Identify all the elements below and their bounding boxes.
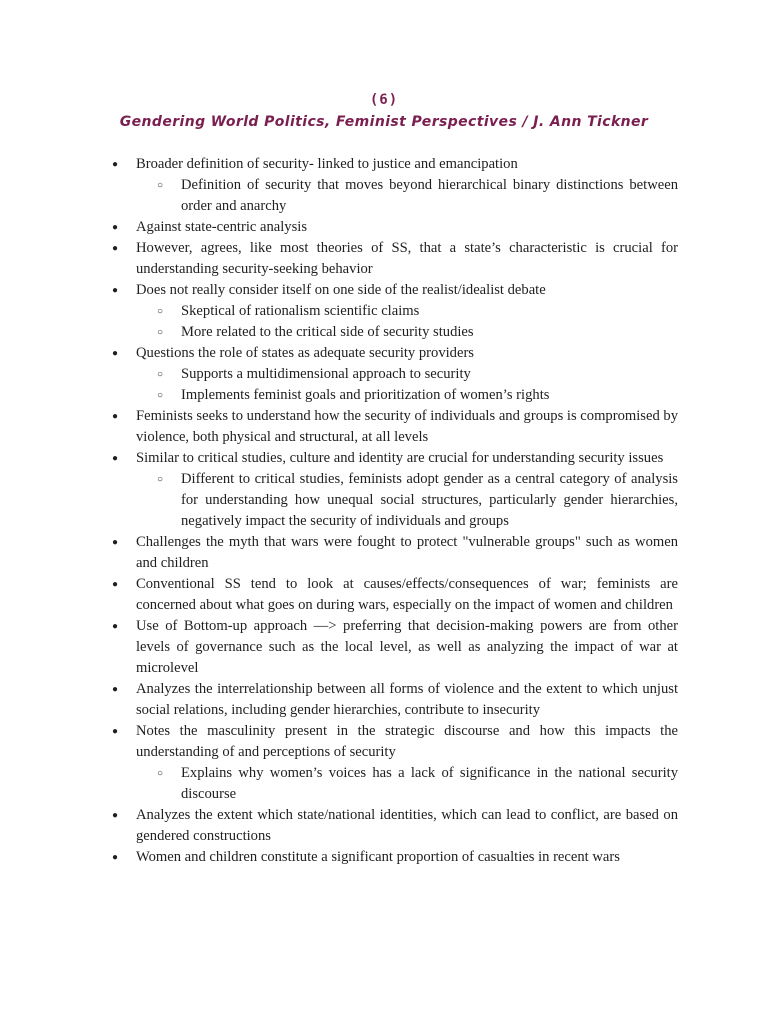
bullet-text: Broader definition of security- linked to justice and emancipation [136, 156, 518, 172]
bullet-item [112, 280, 678, 301]
bullet-text: Women and children constitute a significant proportion of casualties in recent wars [136, 849, 620, 865]
bullet-text: Challenges the myth that wars were fought to protect "vulnerable groups" such as women and children [136, 534, 678, 571]
bullet-item [112, 532, 678, 574]
sub-bullet-list [112, 301, 678, 343]
bullet-text: Questions the role of states as adequate security providers [136, 345, 474, 361]
bullet-text: Does not really consider itself on one side of the realist/idealist debate [136, 282, 546, 298]
sub-bullet-item: ○ Definition of security that moves beyond hierarchical binary distinctions between order and anarchy [112, 175, 678, 217]
bullet-text: However, agrees, like most theories of SS, that a state’s characteristic is crucial for understanding security-seeking behavior [136, 240, 678, 277]
bullet-item [112, 448, 678, 469]
bullet-text: Conventional SS tend to look at causes/effects/consequences of war; feminists are concerned about what goes on during wars, especially on the impact of women and children [136, 576, 678, 613]
bullet-text: Feminists seeks to understand how the security of individuals and groups is compromised by violence, both physical and structural, at all levels [136, 408, 678, 445]
bullet-item [112, 847, 678, 868]
sub-bullet-item: ○ More related to the critical side of security studies [112, 322, 678, 343]
sub-bullet-list [112, 364, 678, 406]
bullet-text: Use of Bottom-up approach —> preferring that decision-making powers are from other levels of governance such as the local level, as well as analyzing the impact of war at microlevel [136, 618, 678, 676]
bullet-item [112, 343, 678, 364]
bullet-item [112, 721, 678, 763]
section-number: (6) [369, 92, 399, 108]
bullet-text: Against state-centric analysis [136, 219, 308, 235]
bullet-item [112, 616, 678, 679]
sub-bullet-item: ○ Different to critical studies, feminists adopt gender as a central category of analysis for understanding how unequal social structures, particularly gender hierarchies, negatively impact the security of individuals and groups [112, 469, 678, 532]
sub-list-container [112, 364, 678, 406]
bullet-text: Similar to critical studies, culture and identity are crucial for understanding security issues [136, 450, 664, 466]
sub-bullet-item: ○ Implements feminist goals and prioritization of women’s rights [112, 385, 678, 406]
sub-list-container [112, 175, 678, 217]
sub-bullet-item: ○ Skeptical of rationalism scientific claims [112, 301, 678, 322]
sub-bullet-item: ○ Explains why women’s voices has a lack of significance in the national security discourse [112, 763, 678, 805]
bullet-text: Notes the masculinity present in the strategic discourse and how this impacts the understanding of and perceptions of security [136, 723, 678, 760]
bullet-item [112, 406, 678, 448]
bullet-item [112, 574, 678, 616]
page-title: Gendering World Politics, Feminist Perspectives / J. Ann Tickner [119, 114, 649, 130]
sub-list-container [112, 469, 678, 532]
bullet-item [112, 217, 678, 238]
sub-bullet-list [112, 175, 678, 217]
bullet-text: Analyzes the interrelationship between all forms of violence and the extent to which unjust social relations, including gender hierarchies, contribute to insecurity [136, 681, 678, 718]
bullet-item [112, 238, 678, 280]
bullet-list [112, 154, 678, 868]
sub-bullet-list [112, 469, 678, 532]
notes-content [112, 154, 678, 868]
sub-bullet-list [112, 763, 678, 805]
sub-list-container [112, 763, 678, 805]
bullet-item [112, 679, 678, 721]
sub-list-container [112, 301, 678, 343]
bullet-text: Analyzes the extent which state/national identities, which can lead to conflict, are based on gendered constructions [136, 807, 678, 844]
sub-bullet-item: ○ Supports a multidimensional approach to security [112, 364, 678, 385]
bullet-item [112, 805, 678, 847]
bullet-item [112, 154, 678, 175]
